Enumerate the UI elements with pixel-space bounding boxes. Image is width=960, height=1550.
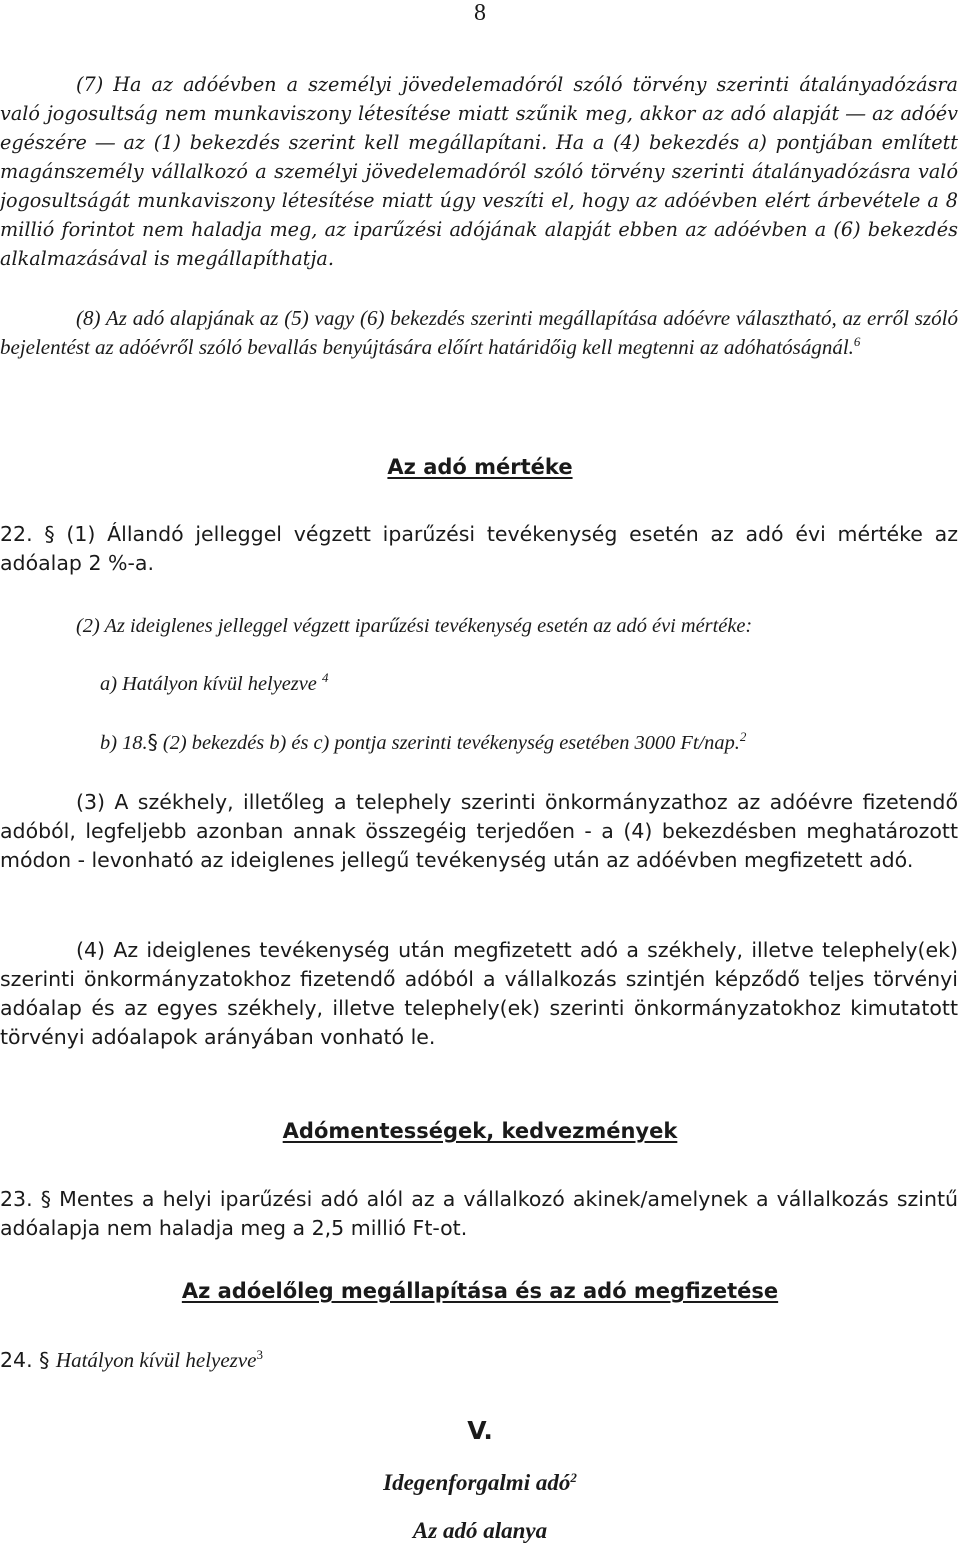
- page-number: 8: [474, 0, 486, 26]
- footnote-ref-2: 2: [739, 729, 747, 744]
- section-sign: §: [39, 1348, 50, 1372]
- paragraph-8-text: (8) Az adó alapjának az (5) vagy (6) bekezdés szerinti megállapítása adóévre választható, az erről szóló bejelentést az adóévről szóló bevallás benyújtására előírt határidőig kell megtenni az adóhatóságnál.: [0, 306, 958, 359]
- section-24-number: 24.: [0, 1348, 33, 1372]
- heading-tax-rate: Az adó mértéke: [387, 455, 573, 479]
- item-b-text: (2) bekezdés b) és c) pontja szerinti tevékenység esetében 3000 Ft/nap.: [162, 732, 740, 754]
- footnote-ref-3: 3: [256, 1347, 263, 1362]
- section-22-p1-text: (1) Állandó jelleggel végzett iparűzési tevékenység esetén az adó évi mértéke az adóalap 2 %-a.: [0, 522, 958, 575]
- chapter-number: V.: [467, 1416, 493, 1445]
- paragraph-7: [0, 70, 958, 273]
- section-22-paragraph-1: [0, 520, 958, 578]
- section-23-text: Mentes a helyi iparűzési adó alól az a vállalkozó akinek/amelynek a vállalkozás szintű adóalapja nem haladja meg a 2,5 millió Ft-ot.: [0, 1187, 958, 1240]
- section-22-paragraph-2: (2) Az ideiglenes jelleggel végzett iparűzési tevékenység esetén az adó évi mértéke:: [76, 615, 753, 637]
- section-24-text: Hatályon kívül helyezve: [55, 1348, 257, 1372]
- section-22-paragraph-4: [0, 936, 958, 1052]
- heading-advance-payment: Az adóelőleg megállapítása és az adó megfizetése: [181, 1279, 779, 1303]
- paragraph-7-text-b: Ha a (4) bekezdés a) pontjában említett magánszemély vállalkozó a személyi jövedelemadóról szóló törvény szerinti átalányadózásra való jogosultságát munkaviszony létesítése miatt úgy veszíti el, hogy az adóévben elért árbevétele a 8 millió forintot nem haladja meg, az iparűzési adójának alapját ebben az adóévben a (6) bekezdés alkalmazásával is megállapíthatja.: [0, 131, 958, 270]
- section-22-p3-text: (3) A székhely, illetőleg a telephely szerinti önkormányzathoz az adóévre fizetendő adóból, legfeljebb azonban annak összegéig terjedően - a (4) bekezdésben meghatározott módon - levonható az ideiglenes jellegű tevékenység után az adóévben megfizetett adó.: [0, 790, 958, 872]
- chapter-title: [0, 1470, 960, 1496]
- section-24: [0, 1346, 958, 1375]
- item-b-prefix: b) 18.: [100, 732, 148, 754]
- section-22-paragraph-3: [0, 788, 958, 875]
- item-a-text: a) Hatályon kívül helyezve: [100, 673, 317, 695]
- section-23-number: 23.: [0, 1187, 33, 1211]
- paragraph-8: [0, 304, 958, 362]
- subtitle: Az adó alanya: [412, 1518, 548, 1543]
- section-22-item-b: [100, 728, 950, 758]
- footnote-ref-2: 2: [570, 1470, 577, 1485]
- section-23: [0, 1185, 958, 1243]
- section-sign: §: [147, 730, 158, 754]
- chapter-title-text: Idegenforgalmi adó: [383, 1470, 571, 1495]
- footnote-ref-6: 6: [853, 334, 861, 349]
- paragraph-7-text-a: (7) Ha az adóévben a személyi jövedelemadóról szóló törvény szerinti átalányadózásra való jogosultság nem munkaviszony létesítése miatt szűnik meg, akkor az adó alapját ― az adóév egészére ― az (1) bekezdés szerint kell megállapítani.: [0, 73, 958, 154]
- section-22-number: 22.: [0, 522, 33, 546]
- section-22-p4-text: (4) Az ideiglenes tevékenység után megfizetett adó a székhely, illetve telephely(ek) szerinti önkormányzatokhoz fizetendő adóból a vállalkozás szintjén képződő teljes törvényi adóalap és az egyes székhely, illetve telephely(ek) szerinti önkormányzatokhoz kimutatott törvényi adóalapok arányában vonható le.: [0, 938, 958, 1049]
- section-sign: §: [40, 1187, 51, 1211]
- heading-exemptions: Adómentességek, kedvezmények: [282, 1119, 678, 1143]
- section-sign: §: [44, 522, 55, 546]
- footnote-ref-4: 4: [321, 670, 329, 685]
- section-22-item-a: [100, 670, 950, 699]
